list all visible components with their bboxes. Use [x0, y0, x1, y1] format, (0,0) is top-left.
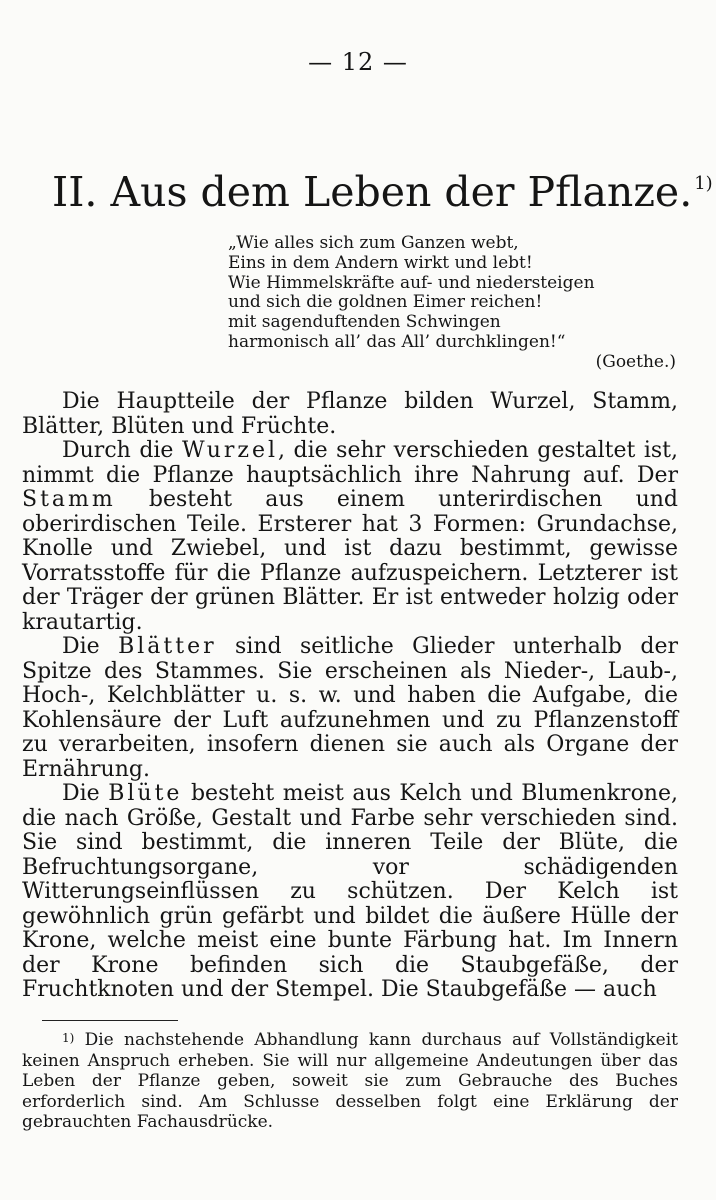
paragraph-text: Die — [62, 781, 109, 806]
chapter-title-text: II. Aus dem Leben der Pflanze. — [52, 168, 693, 216]
paragraph-text: besteht meist aus Kelch und Blumenkrone, die nach Größe, Gestalt und Farbe sehr verschieden sind. Sie sind bestimmt, die inneren Teile der Blüte, die Befruchtungsorgane, vor schädigenden Witterungseinflüssen zu schützen. Der Kelch ist gewöhnlich grün gefärbt und bildet die äußere Hülle der Krone, welche meist eine bunte Färbung hat. Im Innern der Krone befinden sich die Staubgefäße, der Fruchtknoten und der Stempel. Die Staubgefäße — auch — [22, 781, 678, 1002]
epigraph-line: und sich die goldnen Eimer reichen! — [228, 292, 543, 313]
footnote-text: Die nachstehende Abhandlung kann durchaus auf Vollständigkeit keinen Anspruch erheben. Sie will nur allgemeine Andeutungen über das Leben der Pflanze geben, soweit sie zum Gebrauche des Buches erforderlich sind. Am Schlusse desselben folgt eine Erklärung der gebrauchten Fachausdrücke. — [22, 1030, 678, 1132]
term-blaetter: Blätter — [118, 634, 217, 659]
term-stamm: Stamm — [22, 487, 116, 512]
paragraph-leaves — [22, 635, 678, 782]
term-wurzel: Wurzel — [181, 438, 279, 463]
page-number: — 12 — — [308, 48, 408, 76]
term-bluete: Blüte — [108, 781, 183, 806]
paragraph-text: Durch die — [62, 438, 182, 463]
footnote-marker: 1) — [62, 1031, 75, 1045]
footnote-paragraph — [22, 1030, 678, 1133]
title-footnote-marker: 1) — [694, 173, 713, 194]
footnote — [22, 1030, 678, 1133]
epigraph-line: „Wie alles sich zum Ganzen webt, — [228, 233, 519, 253]
paragraph-blossom — [22, 782, 678, 1003]
epigraph-line: mit sagenduftenden Schwingen — [228, 312, 501, 333]
paragraph-text: Die — [62, 634, 119, 659]
chapter-title — [52, 168, 713, 216]
paragraph-root-stem — [22, 439, 678, 635]
epigraph — [228, 234, 690, 373]
paragraph-text: sind seitliche Glieder unterhalb der Spitze des Stammes. Sie erscheinen als Nieder-, Laub-, Hoch-, Kelchblätter u. s. w. und haben die Aufgabe, die Kohlensäure der Luft aufzunehmen und zu Pflanzenstoff zu verarbeiten, insofern dienen sie auch als Organe der Ernährung. — [22, 634, 678, 782]
paragraph-text: , die sehr verschieden gestaltet ist, nimmt die Pflanze hauptsächlich ihre Nahrung auf. Der — [22, 438, 678, 488]
paragraph-main-parts — [22, 390, 678, 439]
epigraph-line: Eins in dem Andern wirkt und lebt! — [228, 252, 533, 273]
footnote-divider — [42, 1020, 178, 1021]
epigraph-attribution: (Goethe.) — [595, 351, 676, 372]
paragraph-text: besteht aus einem unterirdischen und oberirdischen Teile. Ersterer hat 3 Formen: Grundachse, Knolle und Zwiebel, und ist dazu bestimmt, gewisse Vorratsstoffe für die Pflanze aufzuspeichern. Letzterer ist der Träger der grünen Blätter. Er ist entweder holzig oder krautartig. — [22, 487, 678, 635]
epigraph-line: harmonisch all’ das All’ durchklingen!“ — [228, 331, 566, 352]
body-text — [22, 390, 678, 1003]
paragraph-text: Die Hauptteile der Pflanze bilden Wurzel, Stamm, Blätter, Blüten und Früchte. — [22, 389, 678, 439]
epigraph-line: Wie Himmelskräfte auf- und niedersteigen — [228, 272, 595, 293]
